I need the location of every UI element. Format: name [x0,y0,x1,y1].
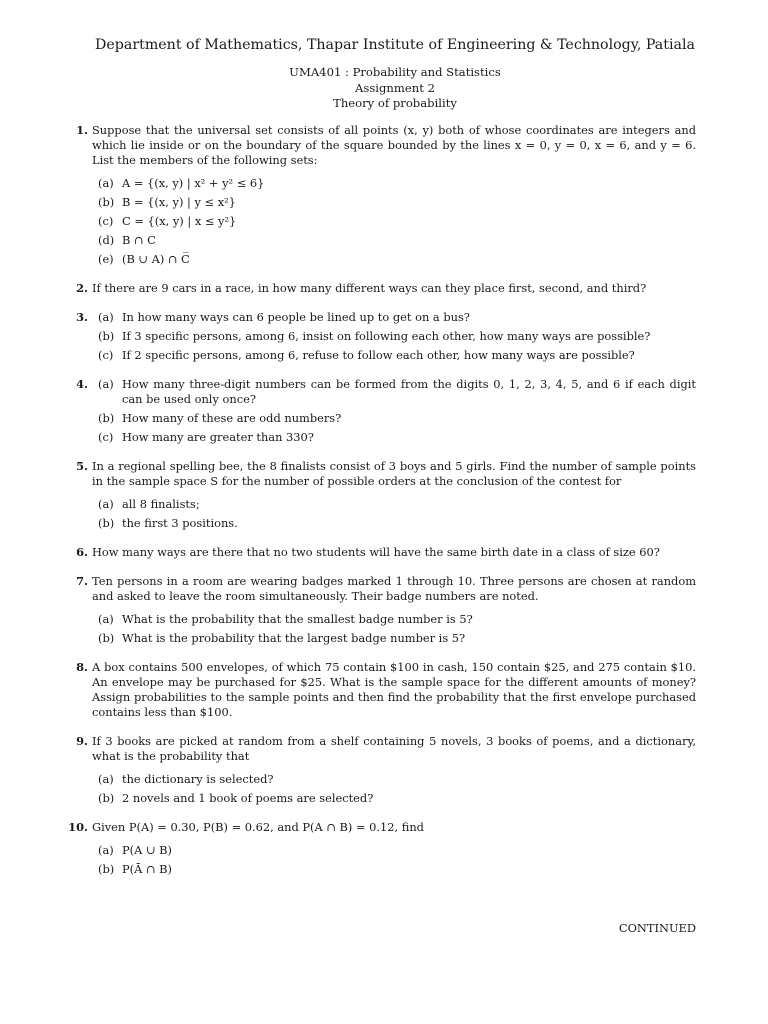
problem-number: 4. [76,377,88,391]
problem-number: 8. [76,660,88,674]
sub-question-label: (a) [98,310,114,324]
sub-question-list [92,612,696,646]
sub-question-text: B = {(x, y) | y ≤ x²} [122,195,236,209]
sub-question [92,430,696,445]
sub-question [92,348,696,363]
sub-question [92,843,696,858]
sub-question-label: (a) [98,176,114,190]
sub-question [92,772,696,787]
sub-question-label: (a) [98,377,114,391]
sub-question [92,862,696,877]
sub-question [92,176,696,191]
sub-question [92,612,696,627]
problem-number: 2. [76,281,88,295]
sub-question-list [92,772,696,806]
problem-10 [0,820,768,877]
sub-question [92,329,696,344]
sub-question [92,516,696,531]
problem-text: How many ways are there that no two students will have the same birth date in a class of size 60? [92,545,660,559]
sub-question-label: (b) [98,516,115,530]
problem-text: Given P(A) = 0.30, P(B) = 0.62, and P(A ∩ B) = 0.12, find [92,820,424,834]
sub-question-label: (b) [98,791,115,805]
sub-question-text: If 2 specific persons, among 6, refuse to follow each other, how many ways are possible? [122,348,635,362]
sub-question-text: the dictionary is selected? [122,772,274,786]
sub-question-list [92,843,696,877]
problem-5 [0,459,768,531]
sub-question-text: How many three-digit numbers can be formed from the digits 0, 1, 2, 3, 4, 5, and 6 if each digit can be used only once? [122,377,696,406]
problem-text: Ten persons in a room are wearing badges marked 1 through 10. Three persons are chosen at random and asked to leave the room simultaneously. Their badge numbers are noted. [92,574,696,603]
problem-list [0,123,768,891]
assignment-topic: Theory of probability [333,96,457,110]
problem-6 [0,545,768,560]
sub-question-label: (d) [98,233,115,247]
sub-question [92,214,696,229]
sub-question [92,252,696,267]
sub-question-label: (b) [98,329,115,343]
sub-question-list [92,310,696,363]
problem-text: Suppose that the universal set consists of all points (x, y) both of whose coordinates are integers and which lie inside or on the boundary of the square bounded by the lines x = 0, y = 0, x = 6, and y = 6. List the members of the following sets: [92,123,696,167]
assignment-header [0,65,768,112]
problem-text: If there are 9 cars in a race, in how many different ways can they place first, second, and third? [92,281,647,295]
problem-1 [0,123,768,267]
problem-4 [0,377,768,445]
problem-2 [0,281,768,296]
sub-question [92,195,696,210]
sub-question-text: all 8 finalists; [122,497,200,511]
sub-question-text: P(A ∪ B) [122,843,172,857]
sub-question-label: (a) [98,612,114,626]
sub-question-text: the first 3 positions. [122,516,238,530]
problem-number: 9. [76,734,88,748]
problem-9 [0,734,768,806]
sub-question-text: 2 novels and 1 book of poems are selected? [122,791,374,805]
sub-question-text: A = {(x, y) | x² + y² ≤ 6} [122,176,265,190]
sub-question-text: P(Ā ∩ B) [122,862,172,876]
sub-question [92,233,696,248]
problem-8 [0,660,768,720]
problem-text: A box contains 500 envelopes, of which 75 contain $100 in cash, 150 contain $25, and 275 contain $10. An envelope may be purchased for $25. What is the sample space for the different amounts of money? Assign probabilities to the sample points and then find the probability that the first envelope purchased contains less than $100. [92,660,696,719]
sub-question [92,791,696,806]
sub-question-list [92,497,696,531]
sub-question [92,377,696,407]
sub-question [92,497,696,512]
sub-question-label: (b) [98,631,115,645]
problem-text: If 3 books are picked at random from a shelf containing 5 novels, 3 books of poems, and a dictionary, what is the probability that [92,734,696,763]
sub-question-label: (c) [98,430,114,444]
sub-question-label: (b) [98,862,115,876]
sub-question [92,631,696,646]
sub-question-list [92,377,696,445]
problem-number: 5. [76,459,88,473]
sub-question-label: (c) [98,214,114,228]
sub-question-text: B ∩ C [122,233,156,247]
problem-3 [0,310,768,363]
sub-question-text: (B ∪ A) ∩ C̅ [122,252,190,266]
sub-question-text: What is the probability that the smallest badge number is 5? [122,612,473,626]
sub-question-label: (a) [98,497,114,511]
sub-question-text: How many of these are odd numbers? [122,411,342,425]
continued-label: CONTINUED [618,921,696,935]
sub-question-text: If 3 specific persons, among 6, insist on following each other, how many ways are possible? [122,329,651,343]
sub-question-label: (b) [98,411,115,425]
course-title: UMA401 : Probability and Statistics [289,65,501,79]
problem-number: 6. [76,545,88,559]
assignment-number: Assignment 2 [355,80,435,95]
sub-question-label: (c) [98,348,114,362]
problem-number: 3. [76,310,88,324]
sub-question-label: (b) [98,195,115,209]
problem-number: 7. [76,574,88,588]
sub-question-text: C = {(x, y) | x ≤ y²} [122,214,237,228]
sub-question-label: (a) [98,843,114,857]
sub-question-text: What is the probability that the largest badge number is 5? [122,631,466,645]
sub-question [92,310,696,325]
sub-question-text: In how many ways can 6 people be lined up to get on a bus? [122,310,470,324]
problem-number: 10. [68,820,88,834]
sub-question-text: How many are greater than 330? [122,430,314,444]
problem-text: In a regional spelling bee, the 8 finalists consist of 3 boys and 5 girls. Find the number of sample points in the sample space S for the number of possible orders at the conclusion of the contest for [92,459,696,488]
sub-question-label: (a) [98,772,114,786]
sub-question [92,411,696,426]
problem-7 [0,574,768,646]
problem-number: 1. [76,123,88,137]
sub-question-list [92,176,696,267]
sub-question-label: (e) [98,252,114,266]
department-title: Department of Mathematics, Thapar Institute of Engineering & Technology, Patiala [95,37,695,53]
